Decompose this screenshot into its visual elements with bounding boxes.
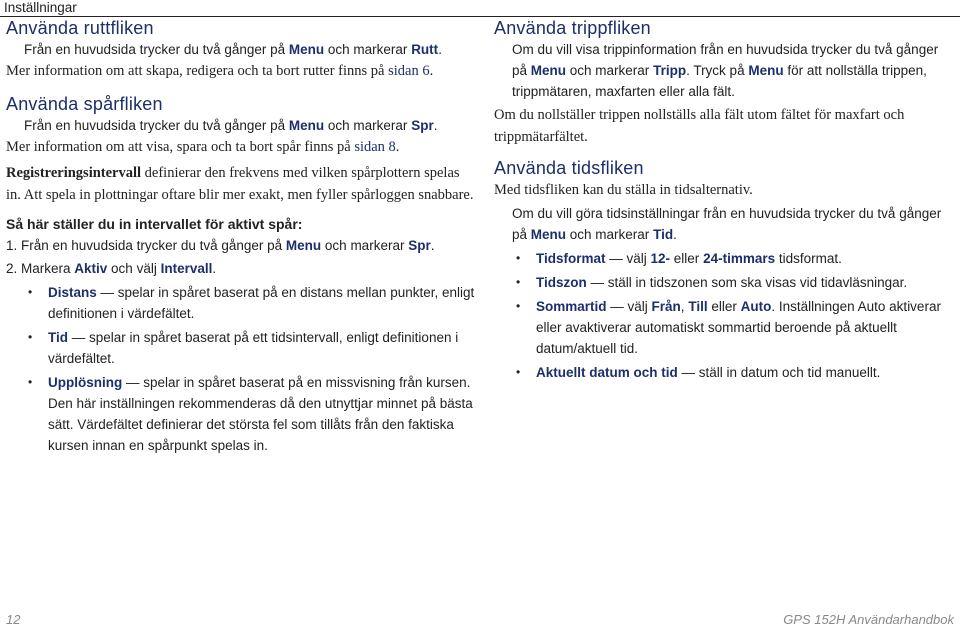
menu-key: Menu bbox=[288, 118, 325, 133]
bullet-icon: • bbox=[516, 299, 521, 313]
manual-title: GPS 152H Användarhandbok bbox=[783, 612, 954, 627]
route-option: Rutt bbox=[411, 42, 439, 57]
page-link-6[interactable]: sidan 6 bbox=[388, 63, 430, 79]
howto-heading: Så här ställer du in intervallet för aktivt spår: bbox=[6, 216, 303, 232]
bullet-tidszon: • Tidszon — ställ in tidszonen som ska visas vid tidavläsningar. bbox=[494, 272, 956, 293]
page-link-8[interactable]: sidan 8 bbox=[354, 139, 396, 155]
interval-description: Registreringsintervall definierar den frekvens med vilken spårplottern spelas in. Att spela in plottningar oftare blir mer exakt, men fyller spårloggen snabbare. bbox=[6, 165, 474, 203]
bullet-icon: • bbox=[28, 375, 33, 389]
bullet-tid: • Tid — spelar in spåret baserat på ett tidsintervall, enligt definitionen i värdefältet. bbox=[6, 327, 476, 369]
left-column bbox=[6, 18, 476, 456]
track-heading: Använda spårfliken bbox=[6, 94, 163, 114]
time-intro: Med tidsfliken kan du ställa in tidsalternativ. bbox=[494, 182, 753, 198]
header-divider bbox=[0, 16, 960, 17]
menu-key: Menu bbox=[288, 42, 325, 57]
howto-step-1: 1. Från en huvudsida trycker du två gånger på Menu och markerar Spr. bbox=[6, 238, 435, 253]
bullet-distans: • Distans — spelar in spåret baserat på en distans mellan punkter, enligt definitionen i värdefältet. bbox=[6, 282, 476, 324]
page-number: 12 bbox=[6, 612, 21, 627]
time-step: Om du vill göra tidsinställningar från en huvudsida trycker du två gånger på Menu och markerar Tid. bbox=[512, 206, 942, 242]
howto-step-2: 2. Markera Aktiv och välj Intervall. bbox=[6, 261, 217, 276]
section-header: Inställningar bbox=[4, 0, 77, 15]
bullet-tidsformat: • Tidsformat — välj 12- eller 24-timmars tidsformat. bbox=[494, 248, 956, 269]
track-option: Spr bbox=[411, 118, 434, 133]
bullet-icon: • bbox=[28, 285, 33, 299]
bullet-icon: • bbox=[516, 365, 521, 379]
bullet-icon: • bbox=[516, 275, 521, 289]
trip-note: Om du nollställer trippen nollställs alla fält utom fältet för maxfart och trippmätarfältet. bbox=[494, 107, 905, 145]
route-step: Från en huvudsida trycker du två gånger på Menu och markerar Rutt. bbox=[24, 42, 442, 57]
route-more-info: Mer information om att skapa, redigera och ta bort rutter finns på sidan 6. bbox=[6, 63, 434, 79]
trip-heading: Använda trippfliken bbox=[494, 18, 651, 38]
bullet-icon: • bbox=[28, 330, 33, 344]
bullet-icon: • bbox=[516, 251, 521, 265]
route-heading: Använda ruttfliken bbox=[6, 18, 154, 38]
track-more-info: Mer information om att visa, spara och ta bort spår finns på sidan 8. bbox=[6, 139, 400, 155]
trip-step: Om du vill visa trippinformation från en huvudsida trycker du två gånger på Menu och markerar Tripp. Tryck på Menu för att nollställa trippen, trippmätaren, maxfarten eller alla fält. bbox=[512, 42, 939, 99]
bullet-sommartid: • Sommartid — välj Från, Till eller Auto. Inställningen Auto aktiverar eller avaktiverar automatiskt sommartid beroende på aktuellt datum/aktuell tid. bbox=[494, 296, 956, 359]
bullet-aktuellt-datum: • Aktuellt datum och tid — ställ in datum och tid manuellt. bbox=[494, 362, 956, 383]
right-column bbox=[494, 18, 956, 383]
bullet-upplosning: • Upplösning — spelar in spåret baserat på en missvisning från kursen. Den här inställningen rekommenderas då den utnyttjar minnet på bästa sätt. Värdefältet definierar det största fel som tillåts från den faktiska kursen innan en spårpunkt spelas in. bbox=[6, 372, 476, 456]
time-heading: Använda tidsfliken bbox=[494, 158, 644, 178]
track-step: Från en huvudsida trycker du två gånger på Menu och markerar Spr. bbox=[24, 118, 438, 133]
